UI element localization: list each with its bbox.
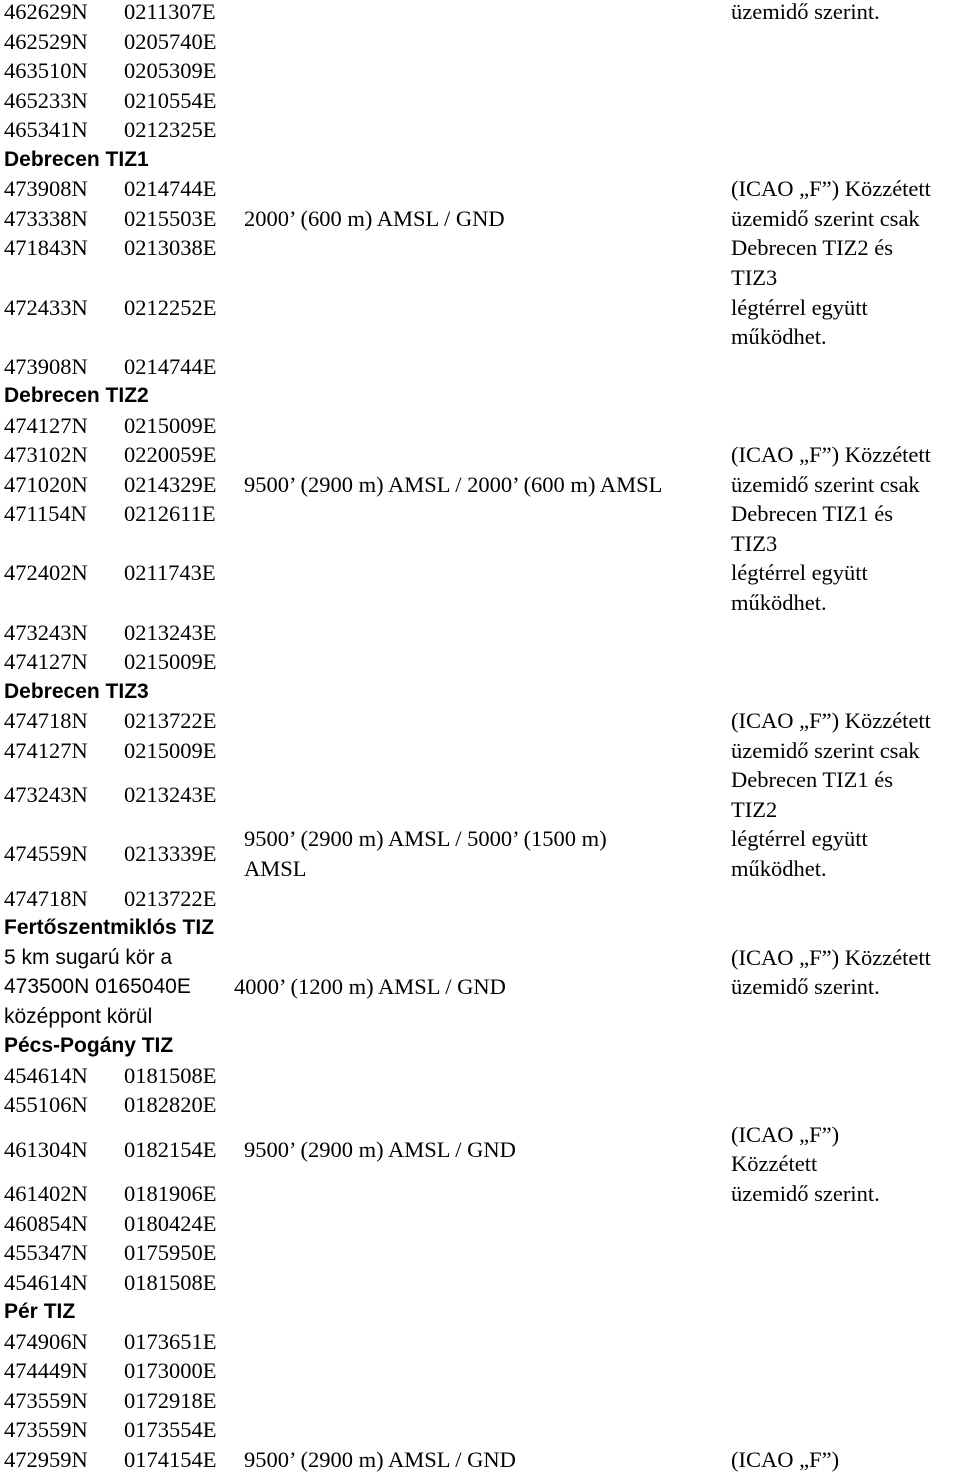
- longitude-cell: 0215009E: [124, 737, 217, 763]
- section-heading: Debrecen TIZ2: [4, 384, 149, 408]
- latitude-cell: 455347N: [4, 1240, 88, 1266]
- remarks-cell: Debrecen TIZ1 és: [731, 767, 894, 793]
- latitude-cell: 474127N: [4, 737, 88, 763]
- longitude-cell: 0173000E: [124, 1358, 217, 1384]
- remarks-cell: légtérrel együtt: [731, 560, 868, 586]
- boundary-description: 5 km sugarú kör a: [4, 945, 173, 969]
- remarks-cell: (ICAO „F”): [731, 1121, 840, 1147]
- latitude-cell: 471843N: [4, 235, 88, 261]
- vertical-limits-cell: 4000’ (1200 m) AMSL / GND: [234, 974, 506, 1000]
- section-heading: Pécs-Pogány TIZ: [4, 1034, 174, 1058]
- remarks-cell: (ICAO „F”) Közzétett: [731, 944, 931, 970]
- latitude-cell: 472433N: [4, 294, 88, 320]
- longitude-cell: 0220059E: [124, 442, 217, 468]
- longitude-cell: 0205740E: [124, 28, 217, 54]
- remarks-cell: működhet.: [731, 590, 827, 615]
- longitude-cell: 0215503E: [124, 205, 217, 231]
- section-heading: Fertőszentmiklós TIZ: [4, 916, 215, 940]
- longitude-cell: 0211743E: [124, 560, 216, 586]
- longitude-cell: 0180424E: [124, 1210, 217, 1236]
- longitude-cell: 0172918E: [124, 1387, 217, 1413]
- longitude-cell: 0173651E: [124, 1328, 217, 1354]
- latitude-cell: 473908N: [4, 176, 88, 202]
- longitude-cell: 0215009E: [124, 412, 217, 438]
- longitude-cell: 0214744E: [124, 176, 217, 202]
- latitude-cell: 471020N: [4, 471, 88, 497]
- section-heading: Debrecen TIZ3: [4, 679, 149, 703]
- remarks-cell: légtérrel együtt: [731, 294, 868, 320]
- remarks-cell: (ICAO „F”) Közzétett: [731, 708, 931, 734]
- remarks-cell: Debrecen TIZ1 és: [731, 501, 894, 527]
- longitude-cell: 0173554E: [124, 1417, 217, 1443]
- remarks-cell: üzemidő szerint.: [731, 0, 880, 24]
- latitude-cell: 474559N: [4, 841, 88, 867]
- latitude-cell: 473908N: [4, 353, 88, 379]
- latitude-cell: 473243N: [4, 782, 88, 808]
- longitude-cell: 0213722E: [124, 885, 217, 911]
- section-heading: Pér TIZ: [4, 1300, 76, 1324]
- latitude-cell: 461402N: [4, 1181, 88, 1206]
- latitude-cell: 455106N: [4, 1092, 88, 1118]
- remarks-cell: üzemidő szerint csak: [731, 737, 920, 763]
- longitude-cell: 0181508E: [124, 1062, 217, 1088]
- latitude-cell: 474718N: [4, 708, 88, 734]
- vertical-limits-cell: 2000’ (600 m) AMSL / GND: [244, 205, 505, 231]
- section-heading: Debrecen TIZ1: [4, 147, 149, 171]
- latitude-cell: 474718N: [4, 885, 88, 911]
- latitude-cell: 473243N: [4, 619, 88, 645]
- vertical-limits-cell: 9500’ (2900 m) AMSL / 5000’ (1500 m): [244, 826, 607, 852]
- longitude-cell: 0210554E: [124, 87, 217, 113]
- longitude-cell: 0215009E: [124, 649, 217, 675]
- longitude-cell: 0214744E: [124, 353, 217, 379]
- latitude-cell: 461304N: [4, 1136, 88, 1162]
- remarks-cell: (ICAO „F”) Közzétett: [731, 442, 931, 468]
- latitude-cell: 473338N: [4, 205, 88, 231]
- latitude-cell: 472402N: [4, 560, 88, 586]
- latitude-cell: 473559N: [4, 1387, 88, 1413]
- longitude-cell: 0212252E: [124, 294, 217, 320]
- longitude-cell: 0181508E: [124, 1269, 217, 1295]
- latitude-cell: 460854N: [4, 1210, 88, 1236]
- remarks-cell: Közzétett: [731, 1151, 818, 1177]
- latitude-cell: 472959N: [4, 1446, 88, 1472]
- latitude-cell: 471154N: [4, 501, 87, 527]
- longitude-cell: 0175950E: [124, 1240, 217, 1266]
- remarks-cell: üzemidő szerint.: [731, 974, 880, 1000]
- latitude-cell: 465341N: [4, 117, 88, 143]
- remarks-cell: TIZ3: [731, 530, 778, 556]
- longitude-cell: 0214329E: [124, 471, 217, 497]
- latitude-cell: 474127N: [4, 649, 88, 675]
- remarks-cell: Debrecen TIZ2 és: [731, 235, 894, 261]
- boundary-description: középpont körül: [4, 1004, 153, 1028]
- latitude-cell: 474906N: [4, 1328, 88, 1354]
- vertical-limits-cell: AMSL: [244, 855, 307, 881]
- latitude-cell: 462629N: [4, 0, 88, 24]
- remarks-cell: TIZ3: [731, 264, 778, 290]
- remarks-cell: légtérrel együtt: [731, 826, 868, 852]
- longitude-cell: 0213339E: [124, 841, 217, 867]
- latitude-cell: 474127N: [4, 412, 88, 438]
- longitude-cell: 0181906E: [124, 1181, 217, 1206]
- remarks-cell: üzemidő szerint csak: [731, 471, 920, 497]
- longitude-cell: 0213722E: [124, 708, 217, 734]
- remarks-cell: (ICAO „F”): [731, 1446, 840, 1472]
- latitude-cell: 465233N: [4, 87, 88, 113]
- latitude-cell: 462529N: [4, 28, 88, 54]
- remarks-cell: TIZ2: [731, 796, 778, 822]
- latitude-cell: 473102N: [4, 442, 88, 468]
- longitude-cell: 0213243E: [124, 619, 217, 645]
- longitude-cell: 0205309E: [124, 58, 217, 84]
- remarks-cell: üzemidő szerint csak: [731, 205, 920, 231]
- latitude-cell: 473559N: [4, 1417, 88, 1443]
- remarks-cell: működhet.: [731, 855, 827, 881]
- vertical-limits-cell: 9500’ (2900 m) AMSL / 2000’ (600 m) AMSL: [244, 471, 663, 497]
- latitude-cell: 454614N: [4, 1062, 88, 1088]
- latitude-cell: 474449N: [4, 1358, 88, 1384]
- remarks-cell: üzemidő szerint.: [731, 1181, 880, 1206]
- longitude-cell: 0213243E: [124, 782, 217, 808]
- longitude-cell: 0213038E: [124, 235, 217, 261]
- latitude-cell: 463510N: [4, 58, 88, 84]
- longitude-cell: 0174154E: [124, 1446, 217, 1472]
- longitude-cell: 0212611E: [124, 501, 216, 527]
- boundary-description: 473500N 0165040E: [4, 975, 191, 999]
- vertical-limits-cell: 9500’ (2900 m) AMSL / GND: [244, 1446, 516, 1472]
- latitude-cell: 454614N: [4, 1269, 88, 1295]
- longitude-cell: 0182154E: [124, 1136, 217, 1162]
- longitude-cell: 0182820E: [124, 1092, 217, 1118]
- remarks-cell: (ICAO „F”) Közzétett: [731, 176, 931, 202]
- vertical-limits-cell: 9500’ (2900 m) AMSL / GND: [244, 1136, 516, 1162]
- longitude-cell: 0211307E: [124, 0, 216, 24]
- remarks-cell: működhet.: [731, 324, 827, 350]
- longitude-cell: 0212325E: [124, 117, 217, 143]
